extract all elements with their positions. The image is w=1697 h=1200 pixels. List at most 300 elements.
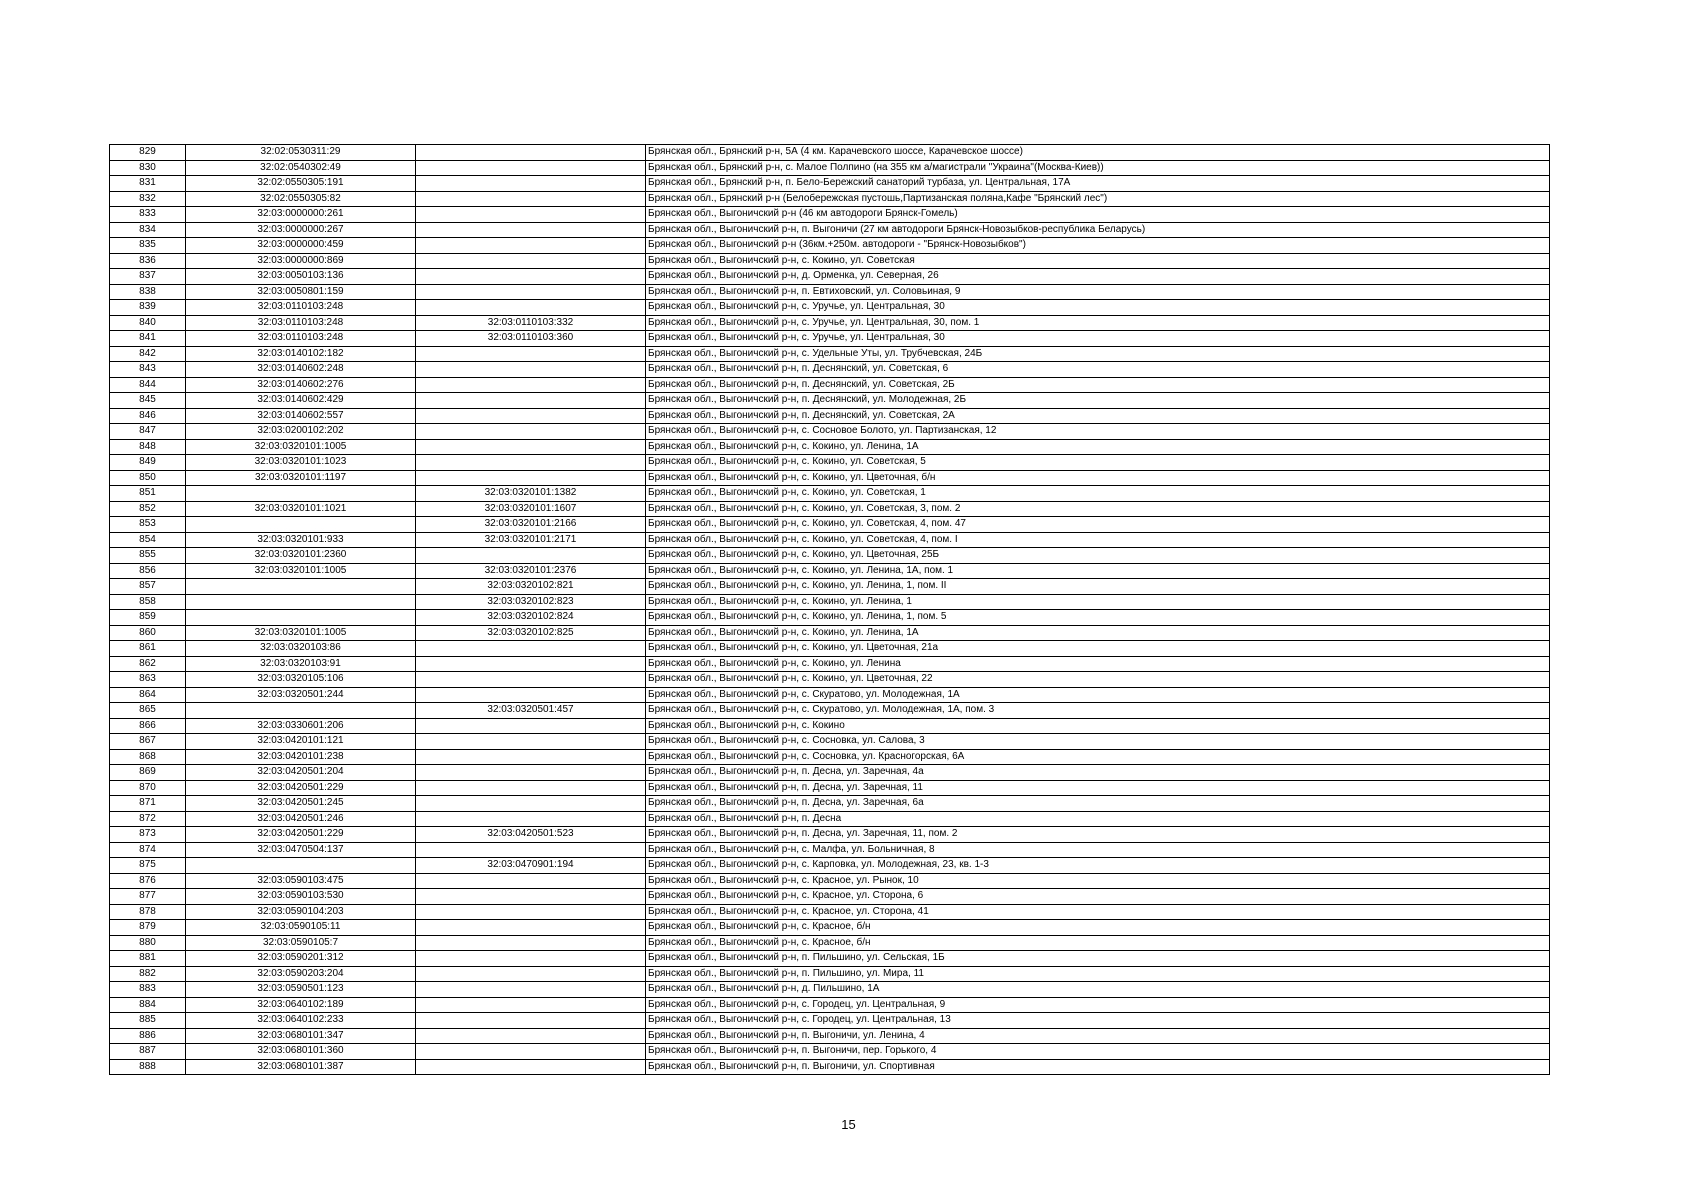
table-row bbox=[110, 920, 1550, 936]
table-row bbox=[110, 1013, 1550, 1029]
table-row bbox=[110, 331, 1550, 347]
cadastral-number-cell: 32:03:0000000:261 bbox=[186, 207, 416, 223]
table-row bbox=[110, 548, 1550, 564]
row-number-cell: 864 bbox=[110, 687, 186, 703]
address-cell: Брянская обл., Выгоничский р-н, п. Выгоничи, пер. Горького, 4 bbox=[646, 1044, 1550, 1060]
table-row bbox=[110, 827, 1550, 843]
row-number-cell: 850 bbox=[110, 470, 186, 486]
related-cadastral-number-cell bbox=[416, 439, 646, 455]
address-cell: Брянская обл., Брянский р-н, 5А (4 км. Карачевского шоссе, Карачевское шоссе) bbox=[646, 145, 1550, 161]
related-cadastral-number-cell bbox=[416, 1059, 646, 1075]
cadastral-number-cell: 32:03:0420501:204 bbox=[186, 765, 416, 781]
row-number-cell: 869 bbox=[110, 765, 186, 781]
table-row bbox=[110, 889, 1550, 905]
table-row bbox=[110, 672, 1550, 688]
related-cadastral-number-cell bbox=[416, 997, 646, 1013]
related-cadastral-number-cell: 32:03:0470901:194 bbox=[416, 858, 646, 874]
row-number-cell: 860 bbox=[110, 625, 186, 641]
address-cell: Брянская обл., Выгоничский р-н, п. Выгоничи, ул. Спортивная bbox=[646, 1059, 1550, 1075]
table-row bbox=[110, 703, 1550, 719]
related-cadastral-number-cell bbox=[416, 656, 646, 672]
cadastral-number-cell: 32:02:0550305:82 bbox=[186, 191, 416, 207]
address-cell: Брянская обл., Выгоничский р-н, с. Уручье, ул. Центральная, 30, пом. 1 bbox=[646, 315, 1550, 331]
address-cell: Брянская обл., Выгоничский р-н, с. Кокино, ул. Ленина, 1А bbox=[646, 439, 1550, 455]
row-number-cell: 875 bbox=[110, 858, 186, 874]
row-number-cell: 878 bbox=[110, 904, 186, 920]
cadastral-number-cell: 32:03:0590105:7 bbox=[186, 935, 416, 951]
related-cadastral-number-cell bbox=[416, 811, 646, 827]
cadastral-number-cell: 32:03:0680101:387 bbox=[186, 1059, 416, 1075]
related-cadastral-number-cell bbox=[416, 672, 646, 688]
cadastral-number-cell: 32:03:0320101:933 bbox=[186, 532, 416, 548]
cadastral-number-cell: 32:03:0420501:229 bbox=[186, 780, 416, 796]
address-cell: Брянская обл., Выгоничский р-н, с. Кокино, ул. Ленина bbox=[646, 656, 1550, 672]
related-cadastral-number-cell bbox=[416, 1028, 646, 1044]
address-cell: Брянская обл., Выгоничский р-н, с. Кокино, ул. Цветочная, б/н bbox=[646, 470, 1550, 486]
table-row bbox=[110, 176, 1550, 192]
cadastral-number-cell bbox=[186, 703, 416, 719]
related-cadastral-number-cell bbox=[416, 393, 646, 409]
cadastral-number-cell: 32:03:0110103:248 bbox=[186, 315, 416, 331]
related-cadastral-number-cell bbox=[416, 889, 646, 905]
row-number-cell: 867 bbox=[110, 734, 186, 750]
row-number-cell: 832 bbox=[110, 191, 186, 207]
row-number-cell: 837 bbox=[110, 269, 186, 285]
row-number-cell: 881 bbox=[110, 951, 186, 967]
table-row bbox=[110, 393, 1550, 409]
row-number-cell: 836 bbox=[110, 253, 186, 269]
table-row bbox=[110, 625, 1550, 641]
related-cadastral-number-cell bbox=[416, 284, 646, 300]
cadastral-number-cell: 32:03:0640102:233 bbox=[186, 1013, 416, 1029]
row-number-cell: 865 bbox=[110, 703, 186, 719]
row-number-cell: 842 bbox=[110, 346, 186, 362]
related-cadastral-number-cell bbox=[416, 780, 646, 796]
address-cell: Брянская обл., Выгоничский р-н, с. Кокино, ул. Ленина, 1А bbox=[646, 625, 1550, 641]
cadastral-number-cell: 32:03:0590201:312 bbox=[186, 951, 416, 967]
cadastral-table bbox=[109, 144, 1550, 1075]
row-number-cell: 888 bbox=[110, 1059, 186, 1075]
address-cell: Брянская обл., Выгоничский р-н, с. Городец, ул. Центральная, 9 bbox=[646, 997, 1550, 1013]
table-row bbox=[110, 470, 1550, 486]
related-cadastral-number-cell bbox=[416, 455, 646, 471]
table-row bbox=[110, 191, 1550, 207]
row-number-cell: 884 bbox=[110, 997, 186, 1013]
row-number-cell: 840 bbox=[110, 315, 186, 331]
row-number-cell: 845 bbox=[110, 393, 186, 409]
cadastral-number-cell bbox=[186, 858, 416, 874]
cadastral-number-cell: 32:03:0420501:246 bbox=[186, 811, 416, 827]
row-number-cell: 886 bbox=[110, 1028, 186, 1044]
cadastral-number-cell: 32:03:0320103:86 bbox=[186, 641, 416, 657]
related-cadastral-number-cell bbox=[416, 966, 646, 982]
row-number-cell: 859 bbox=[110, 610, 186, 626]
address-cell: Брянская обл., Выгоничский р-н, п. Деснянский, ул. Советская, 6 bbox=[646, 362, 1550, 378]
row-number-cell: 863 bbox=[110, 672, 186, 688]
table-row bbox=[110, 284, 1550, 300]
table-row bbox=[110, 238, 1550, 254]
table-row bbox=[110, 300, 1550, 316]
cadastral-number-cell: 32:03:0420101:121 bbox=[186, 734, 416, 750]
related-cadastral-number-cell: 32:03:0320101:2376 bbox=[416, 563, 646, 579]
page-number: 15 bbox=[841, 1117, 856, 1132]
cadastral-number-cell: 32:03:0000000:869 bbox=[186, 253, 416, 269]
cadastral-number-cell: 32:03:0140602:248 bbox=[186, 362, 416, 378]
table-row bbox=[110, 656, 1550, 672]
row-number-cell: 887 bbox=[110, 1044, 186, 1060]
cadastral-number-cell: 32:03:0680101:360 bbox=[186, 1044, 416, 1060]
table-row bbox=[110, 563, 1550, 579]
table-row bbox=[110, 455, 1550, 471]
table-row bbox=[110, 160, 1550, 176]
table-row bbox=[110, 982, 1550, 998]
cadastral-number-cell: 32:03:0320501:244 bbox=[186, 687, 416, 703]
table-row bbox=[110, 842, 1550, 858]
table-row bbox=[110, 594, 1550, 610]
cadastral-number-cell: 32:03:0320101:1005 bbox=[186, 439, 416, 455]
address-cell: Брянская обл., Выгоничский р-н, с. Красное, ул. Сторона, 6 bbox=[646, 889, 1550, 905]
table-row bbox=[110, 253, 1550, 269]
address-cell: Брянская обл., Выгоничский р-н, п. Пильшино, ул. Мира, 11 bbox=[646, 966, 1550, 982]
cadastral-number-cell: 32:03:0420101:238 bbox=[186, 749, 416, 765]
address-cell: Брянская обл., Выгоничский р-н, с. Кокино, ул. Ленина, 1А, пом. 1 bbox=[646, 563, 1550, 579]
cadastral-number-cell: 32:03:0320101:1197 bbox=[186, 470, 416, 486]
related-cadastral-number-cell bbox=[416, 718, 646, 734]
related-cadastral-number-cell bbox=[416, 920, 646, 936]
related-cadastral-number-cell bbox=[416, 346, 646, 362]
cadastral-number-cell: 32:03:0680101:347 bbox=[186, 1028, 416, 1044]
related-cadastral-number-cell bbox=[416, 424, 646, 440]
row-number-cell: 835 bbox=[110, 238, 186, 254]
address-cell: Брянская обл., Выгоничский р-н, п. Деснянский, ул. Советская, 2А bbox=[646, 408, 1550, 424]
related-cadastral-number-cell bbox=[416, 548, 646, 564]
related-cadastral-number-cell bbox=[416, 377, 646, 393]
cadastral-number-cell: 32:02:0540302:49 bbox=[186, 160, 416, 176]
address-cell: Брянская обл., Выгоничский р-н, с. Сосновка, ул. Салова, 3 bbox=[646, 734, 1550, 750]
table-row bbox=[110, 315, 1550, 331]
address-cell: Брянская обл., Выгоничский р-н, п. Выгоничи (27 км автодороги Брянск-Новозыбков-республика Беларусь) bbox=[646, 222, 1550, 238]
address-cell: Брянская обл., Выгоничский р-н, с. Кокино, ул. Ленина, 1 bbox=[646, 594, 1550, 610]
related-cadastral-number-cell bbox=[416, 1044, 646, 1060]
address-cell: Брянская обл., Выгоничский р-н, с. Карповка, ул. Молодежная, 23, кв. 1-3 bbox=[646, 858, 1550, 874]
table-row bbox=[110, 222, 1550, 238]
address-cell: Брянская обл., Выгоничский р-н, с. Кокино, ул. Ленина, 1, пом. II bbox=[646, 579, 1550, 595]
address-cell: Брянская обл., Выгоничский р-н, с. Малфа, ул. Больничная, 8 bbox=[646, 842, 1550, 858]
related-cadastral-number-cell bbox=[416, 687, 646, 703]
related-cadastral-number-cell bbox=[416, 300, 646, 316]
address-cell: Брянская обл., Выгоничский р-н, с. Кокино, ул. Цветочная, 22 bbox=[646, 672, 1550, 688]
cadastral-number-cell: 32:03:0140602:557 bbox=[186, 408, 416, 424]
related-cadastral-number-cell bbox=[416, 951, 646, 967]
table-row bbox=[110, 610, 1550, 626]
related-cadastral-number-cell bbox=[416, 765, 646, 781]
table-row bbox=[110, 687, 1550, 703]
row-number-cell: 838 bbox=[110, 284, 186, 300]
cadastral-number-cell: 32:02:0550305:191 bbox=[186, 176, 416, 192]
row-number-cell: 866 bbox=[110, 718, 186, 734]
address-cell: Брянская обл., Выгоничский р-н, п. Пильшино, ул. Сельская, 1Б bbox=[646, 951, 1550, 967]
row-number-cell: 882 bbox=[110, 966, 186, 982]
address-cell: Брянская обл., Выгоничский р-н, с. Городец, ул. Центральная, 13 bbox=[646, 1013, 1550, 1029]
address-cell: Брянская обл., Выгоничский р-н, с. Кокино, ул. Цветочная, 25Б bbox=[646, 548, 1550, 564]
row-number-cell: 868 bbox=[110, 749, 186, 765]
related-cadastral-number-cell bbox=[416, 238, 646, 254]
related-cadastral-number-cell bbox=[416, 749, 646, 765]
related-cadastral-number-cell bbox=[416, 873, 646, 889]
row-number-cell: 872 bbox=[110, 811, 186, 827]
address-cell: Брянская обл., Выгоничский р-н, с. Красное, б/н bbox=[646, 920, 1550, 936]
row-number-cell: 852 bbox=[110, 501, 186, 517]
cadastral-number-cell: 32:03:0590105:11 bbox=[186, 920, 416, 936]
row-number-cell: 854 bbox=[110, 532, 186, 548]
row-number-cell: 857 bbox=[110, 579, 186, 595]
related-cadastral-number-cell bbox=[416, 269, 646, 285]
related-cadastral-number-cell bbox=[416, 1013, 646, 1029]
cadastral-number-cell: 32:03:0640102:189 bbox=[186, 997, 416, 1013]
cadastral-number-cell: 32:03:0320101:1023 bbox=[186, 455, 416, 471]
table-row bbox=[110, 641, 1550, 657]
row-number-cell: 848 bbox=[110, 439, 186, 455]
address-cell: Брянская обл., Выгоничский р-н, п. Десна, ул. Заречная, 6а bbox=[646, 796, 1550, 812]
cadastral-number-cell: 32:03:0420501:229 bbox=[186, 827, 416, 843]
address-cell: Брянская обл., Выгоничский р-н, с. Красное, б/н bbox=[646, 935, 1550, 951]
row-number-cell: 858 bbox=[110, 594, 186, 610]
address-cell: Брянская обл., Выгоничский р-н, с. Кокино, ул. Цветочная, 21а bbox=[646, 641, 1550, 657]
row-number-cell: 861 bbox=[110, 641, 186, 657]
cadastral-number-cell: 32:03:0590501:123 bbox=[186, 982, 416, 998]
address-cell: Брянская обл., Выгоничский р-н, с. Кокино, ул. Советская, 4, пом. 47 bbox=[646, 517, 1550, 533]
row-number-cell: 830 bbox=[110, 160, 186, 176]
table-row bbox=[110, 904, 1550, 920]
related-cadastral-number-cell bbox=[416, 191, 646, 207]
address-cell: Брянская обл., Брянский р-н, п. Бело-Бережский санаторий турбаза, ул. Центральная, 17А bbox=[646, 176, 1550, 192]
related-cadastral-number-cell: 32:03:0320101:2166 bbox=[416, 517, 646, 533]
table-row bbox=[110, 796, 1550, 812]
cadastral-number-cell: 32:03:0590103:530 bbox=[186, 889, 416, 905]
related-cadastral-number-cell: 32:03:0320102:821 bbox=[416, 579, 646, 595]
address-cell: Брянская обл., Выгоничский р-н, п. Десна bbox=[646, 811, 1550, 827]
address-cell: Брянская обл., Выгоничский р-н, с. Красное, ул. Сторона, 41 bbox=[646, 904, 1550, 920]
row-number-cell: 880 bbox=[110, 935, 186, 951]
cadastral-number-cell: 32:03:0320103:91 bbox=[186, 656, 416, 672]
cadastral-number-cell: 32:03:0590104:203 bbox=[186, 904, 416, 920]
cadastral-number-cell: 32:03:0110103:248 bbox=[186, 331, 416, 347]
cadastral-number-cell: 32:03:0320101:1005 bbox=[186, 625, 416, 641]
cadastral-number-cell bbox=[186, 594, 416, 610]
row-number-cell: 862 bbox=[110, 656, 186, 672]
address-cell: Брянская обл., Выгоничский р-н, с. Уручье, ул. Центральная, 30 bbox=[646, 331, 1550, 347]
related-cadastral-number-cell bbox=[416, 935, 646, 951]
address-cell: Брянская обл., Брянский р-н (Белобережская пустошь,Партизанская поляна,Кафе "Брянский лес") bbox=[646, 191, 1550, 207]
table-row bbox=[110, 935, 1550, 951]
address-cell: Брянская обл., Выгоничский р-н, с. Кокино, ул. Советская, 4, пом. I bbox=[646, 532, 1550, 548]
table-row bbox=[110, 734, 1550, 750]
cadastral-number-cell: 32:03:0470504:137 bbox=[186, 842, 416, 858]
address-cell: Брянская обл., Выгоничский р-н, п. Евтиховский, ул. Соловьиная, 9 bbox=[646, 284, 1550, 300]
cadastral-number-cell: 32:03:0110103:248 bbox=[186, 300, 416, 316]
cadastral-number-cell: 32:03:0140602:429 bbox=[186, 393, 416, 409]
table-row bbox=[110, 579, 1550, 595]
row-number-cell: 829 bbox=[110, 145, 186, 161]
related-cadastral-number-cell bbox=[416, 982, 646, 998]
related-cadastral-number-cell: 32:03:0320501:457 bbox=[416, 703, 646, 719]
related-cadastral-number-cell: 32:03:0320101:1382 bbox=[416, 486, 646, 502]
cadastral-number-cell: 32:03:0200102:202 bbox=[186, 424, 416, 440]
row-number-cell: 847 bbox=[110, 424, 186, 440]
table-row bbox=[110, 532, 1550, 548]
table-row bbox=[110, 765, 1550, 781]
row-number-cell: 873 bbox=[110, 827, 186, 843]
related-cadastral-number-cell: 32:03:0320101:1607 bbox=[416, 501, 646, 517]
address-cell: Брянская обл., Выгоничский р-н, п. Выгоничи, ул. Ленина, 4 bbox=[646, 1028, 1550, 1044]
related-cadastral-number-cell bbox=[416, 176, 646, 192]
row-number-cell: 841 bbox=[110, 331, 186, 347]
table-body bbox=[110, 145, 1550, 1075]
row-number-cell: 871 bbox=[110, 796, 186, 812]
address-cell: Брянская обл., Выгоничский р-н, с. Кокино, ул. Советская, 3, пом. 2 bbox=[646, 501, 1550, 517]
table-row bbox=[110, 377, 1550, 393]
table-row bbox=[110, 362, 1550, 378]
cadastral-number-cell: 32:03:0320105:106 bbox=[186, 672, 416, 688]
address-cell: Брянская обл., Выгоничский р-н, с. Удельные Уты, ул. Трубчевская, 24Б bbox=[646, 346, 1550, 362]
table-row bbox=[110, 346, 1550, 362]
table-row bbox=[110, 269, 1550, 285]
row-number-cell: 843 bbox=[110, 362, 186, 378]
related-cadastral-number-cell bbox=[416, 842, 646, 858]
row-number-cell: 855 bbox=[110, 548, 186, 564]
table-row bbox=[110, 873, 1550, 889]
address-cell: Брянская обл., Выгоничский р-н, с. Сосновое Болото, ул. Партизанская, 12 bbox=[646, 424, 1550, 440]
table-row bbox=[110, 811, 1550, 827]
row-number-cell: 834 bbox=[110, 222, 186, 238]
table-row bbox=[110, 207, 1550, 223]
row-number-cell: 883 bbox=[110, 982, 186, 998]
cadastral-number-cell: 32:03:0320101:1005 bbox=[186, 563, 416, 579]
related-cadastral-number-cell: 32:03:0320102:825 bbox=[416, 625, 646, 641]
address-cell: Брянская обл., Выгоничский р-н, п. Деснянский, ул. Молодежная, 2Б bbox=[646, 393, 1550, 409]
address-cell: Брянская обл., Выгоничский р-н, п. Десна, ул. Заречная, 11 bbox=[646, 780, 1550, 796]
row-number-cell: 885 bbox=[110, 1013, 186, 1029]
table-row bbox=[110, 486, 1550, 502]
cadastral-number-cell: 32:03:0140102:182 bbox=[186, 346, 416, 362]
related-cadastral-number-cell: 32:03:0320102:823 bbox=[416, 594, 646, 610]
address-cell: Брянская обл., Выгоничский р-н, п. Десна, ул. Заречная, 11, пом. 2 bbox=[646, 827, 1550, 843]
table-row bbox=[110, 408, 1550, 424]
row-number-cell: 876 bbox=[110, 873, 186, 889]
table-row bbox=[110, 951, 1550, 967]
related-cadastral-number-cell bbox=[416, 470, 646, 486]
address-cell: Брянская обл., Выгоничский р-н, с. Красное, ул. Рынок, 10 bbox=[646, 873, 1550, 889]
table-row bbox=[110, 501, 1550, 517]
related-cadastral-number-cell bbox=[416, 207, 646, 223]
table-row bbox=[110, 1044, 1550, 1060]
address-cell: Брянская обл., Выгоничский р-н, с. Кокино, ул. Ленина, 1, пом. 5 bbox=[646, 610, 1550, 626]
cadastral-number-cell: 32:03:0320101:2360 bbox=[186, 548, 416, 564]
related-cadastral-number-cell bbox=[416, 408, 646, 424]
row-number-cell: 879 bbox=[110, 920, 186, 936]
row-number-cell: 851 bbox=[110, 486, 186, 502]
cadastral-number-cell bbox=[186, 517, 416, 533]
related-cadastral-number-cell bbox=[416, 222, 646, 238]
address-cell: Брянская обл., Выгоничский р-н, с. Уручье, ул. Центральная, 30 bbox=[646, 300, 1550, 316]
address-cell: Брянская обл., Выгоничский р-н (36км.+250м. автодороги - "Брянск-Новозыбков") bbox=[646, 238, 1550, 254]
row-number-cell: 831 bbox=[110, 176, 186, 192]
address-cell: Брянская обл., Брянский р-н, с. Малое Полпино (на 355 км а/магистрали "Украина"(Москва-Киев)) bbox=[646, 160, 1550, 176]
related-cadastral-number-cell: 32:03:0320101:2171 bbox=[416, 532, 646, 548]
table-row bbox=[110, 858, 1550, 874]
cadastral-number-cell: 32:03:0000000:267 bbox=[186, 222, 416, 238]
table-row bbox=[110, 517, 1550, 533]
address-cell: Брянская обл., Выгоничский р-н, п. Деснянский, ул. Советская, 2Б bbox=[646, 377, 1550, 393]
table-row bbox=[110, 749, 1550, 765]
row-number-cell: 874 bbox=[110, 842, 186, 858]
cadastral-number-cell: 32:03:0320101:1021 bbox=[186, 501, 416, 517]
cadastral-number-cell: 32:03:0140602:276 bbox=[186, 377, 416, 393]
address-cell: Брянская обл., Выгоничский р-н, с. Кокино, ул. Советская, 5 bbox=[646, 455, 1550, 471]
table-row bbox=[110, 1059, 1550, 1075]
cadastral-number-cell: 32:03:0590203:204 bbox=[186, 966, 416, 982]
address-cell: Брянская обл., Выгоничский р-н, с. Кокино bbox=[646, 718, 1550, 734]
cadastral-number-cell: 32:02:0530311:29 bbox=[186, 145, 416, 161]
table-row bbox=[110, 780, 1550, 796]
address-cell: Брянская обл., Выгоничский р-н, с. Скуратово, ул. Молодежная, 1А bbox=[646, 687, 1550, 703]
related-cadastral-number-cell bbox=[416, 160, 646, 176]
address-cell: Брянская обл., Выгоничский р-н, п. Десна, ул. Заречная, 4а bbox=[646, 765, 1550, 781]
address-cell: Брянская обл., Выгоничский р-н, с. Скуратово, ул. Молодежная, 1А, пом. 3 bbox=[646, 703, 1550, 719]
cadastral-number-cell bbox=[186, 610, 416, 626]
table-row bbox=[110, 439, 1550, 455]
related-cadastral-number-cell: 32:03:0110103:332 bbox=[416, 315, 646, 331]
cadastral-number-cell bbox=[186, 486, 416, 502]
table-row bbox=[110, 424, 1550, 440]
related-cadastral-number-cell bbox=[416, 145, 646, 161]
related-cadastral-number-cell bbox=[416, 253, 646, 269]
row-number-cell: 833 bbox=[110, 207, 186, 223]
table-row bbox=[110, 966, 1550, 982]
row-number-cell: 877 bbox=[110, 889, 186, 905]
address-cell: Брянская обл., Выгоничский р-н, с. Кокино, ул. Советская, 1 bbox=[646, 486, 1550, 502]
cadastral-number-cell: 32:03:0050103:136 bbox=[186, 269, 416, 285]
table-row bbox=[110, 1028, 1550, 1044]
related-cadastral-number-cell bbox=[416, 362, 646, 378]
address-cell: Брянская обл., Выгоничский р-н, с. Сосновка, ул. Красногорская, 6А bbox=[646, 749, 1550, 765]
table-row bbox=[110, 145, 1550, 161]
related-cadastral-number-cell: 32:03:0110103:360 bbox=[416, 331, 646, 347]
row-number-cell: 849 bbox=[110, 455, 186, 471]
cadastral-number-cell: 32:03:0420501:245 bbox=[186, 796, 416, 812]
cadastral-number-cell bbox=[186, 579, 416, 595]
row-number-cell: 846 bbox=[110, 408, 186, 424]
cadastral-number-cell: 32:03:0050801:159 bbox=[186, 284, 416, 300]
table-row bbox=[110, 718, 1550, 734]
row-number-cell: 853 bbox=[110, 517, 186, 533]
address-cell: Брянская обл., Выгоничский р-н, с. Кокино, ул. Советская bbox=[646, 253, 1550, 269]
related-cadastral-number-cell bbox=[416, 641, 646, 657]
row-number-cell: 839 bbox=[110, 300, 186, 316]
row-number-cell: 870 bbox=[110, 780, 186, 796]
related-cadastral-number-cell: 32:03:0420501:523 bbox=[416, 827, 646, 843]
address-cell: Брянская обл., Выгоничский р-н, д. Пильшино, 1А bbox=[646, 982, 1550, 998]
address-cell: Брянская обл., Выгоничский р-н (46 км автодороги Брянск-Гомель) bbox=[646, 207, 1550, 223]
related-cadastral-number-cell bbox=[416, 904, 646, 920]
related-cadastral-number-cell bbox=[416, 734, 646, 750]
cadastral-number-cell: 32:03:0330601:206 bbox=[186, 718, 416, 734]
address-cell: Брянская обл., Выгоничский р-н, д. Орменка, ул. Северная, 26 bbox=[646, 269, 1550, 285]
cadastral-number-cell: 32:03:0000000:459 bbox=[186, 238, 416, 254]
table-row bbox=[110, 997, 1550, 1013]
row-number-cell: 844 bbox=[110, 377, 186, 393]
related-cadastral-number-cell: 32:03:0320102:824 bbox=[416, 610, 646, 626]
